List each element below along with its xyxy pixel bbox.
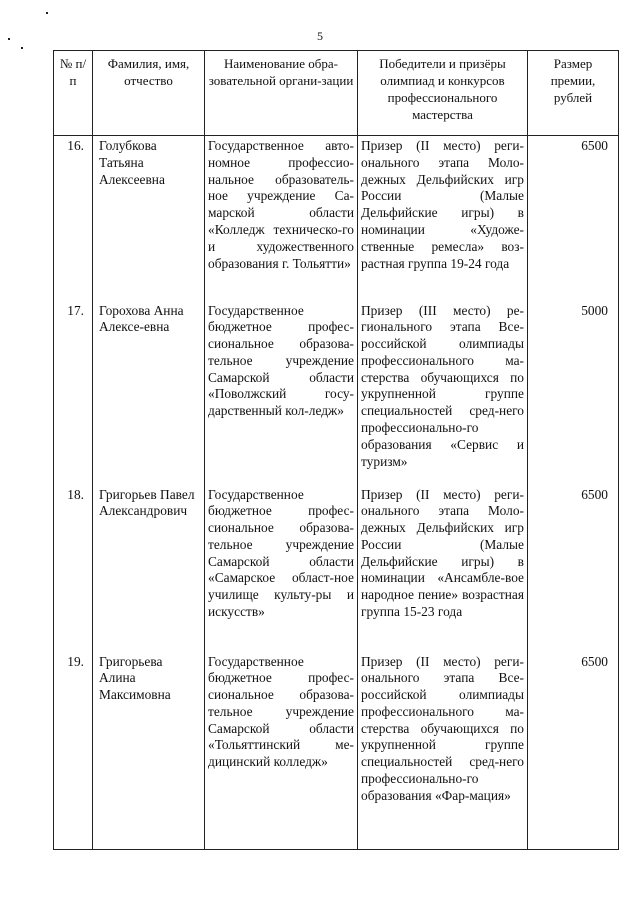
header-organization: Наименование обра-зовательной органи-зации	[205, 51, 358, 136]
awards-table	[53, 50, 619, 850]
page-number: 5	[317, 29, 323, 43]
scan-speck	[21, 47, 23, 49]
row-name: Григорьева Алина Максимовна	[93, 654, 205, 850]
row-organization: Государственное бюджетное профес-сиональное образова-тельное учреждение Самарской области «Поволжский госу-дарственный кол-ледж»	[205, 303, 358, 487]
row-name: Горохова Анна Алексе-евна	[93, 303, 205, 487]
row-prize: 6500	[528, 487, 619, 654]
scan-speck	[46, 12, 48, 14]
table-row	[54, 487, 619, 654]
row-prize: 6500	[528, 654, 619, 850]
header-achievement: Победители и призёры олимпиад и конкурсов профессионального мастерства	[358, 51, 528, 136]
table-row	[54, 654, 619, 850]
table-row	[54, 303, 619, 487]
row-organization: Государственное бюджетное профес-сиональное образова-тельное учреждение Самарской области «Тольяттинский ме-дицинский колледж»	[205, 654, 358, 850]
row-number: 18.	[54, 487, 93, 654]
row-organization: Государственное бюджетное профес-сиональное образова-тельное учреждение Самарской области «Самарское област-ное училище культу-ры и искусств»	[205, 487, 358, 654]
row-organization: Государственное авто-номное профессио-нальное образователь-ное учреждение Са-марской области «Колледж техническо-го и художественного образования г. Тольятти»	[205, 136, 358, 303]
row-number: 16.	[54, 136, 93, 303]
row-number: 17.	[54, 303, 93, 487]
table-header-row	[54, 51, 619, 136]
row-name: Голубкова Татьяна Алексеевна	[93, 136, 205, 303]
header-prize: Размер премии, рублей	[528, 51, 619, 136]
row-achievement: Призер (II место) реги-онального этапа Моло-дежных Дельфийских игр России (Малые Дельфийские игры) в номинации «Художе-ственные ремесла» воз-растная группа 19-24 года	[358, 136, 528, 303]
table-row	[54, 136, 619, 303]
row-name: Григорьев Павел Александрович	[93, 487, 205, 654]
row-prize: 5000	[528, 303, 619, 487]
row-achievement: Призер (II место) реги-онального этапа Все-российской олимпиады профессионального ма-стерства обучающихся по укрупненной группе специальностей сред-него профессионально-го образования «Фар-мация»	[358, 654, 528, 850]
row-achievement: Призер (III место) ре-гионального этапа Все-российской олимпиады профессионального ма-стерства обучающихся по укрупненной группе специальностей сред-него профессионально-го образования «Сервис и туризм»	[358, 303, 528, 487]
row-number: 19.	[54, 654, 93, 850]
header-num: № п/п	[54, 51, 93, 136]
row-achievement: Призер (II место) реги-онального этапа Моло-дежных Дельфийских игр России (Малые Дельфийские игры) в номинации «Ансамбле-вое народное пение» возрастная группа 15-23 года	[358, 487, 528, 654]
row-prize: 6500	[528, 136, 619, 303]
header-name: Фамилия, имя, отчество	[93, 51, 205, 136]
